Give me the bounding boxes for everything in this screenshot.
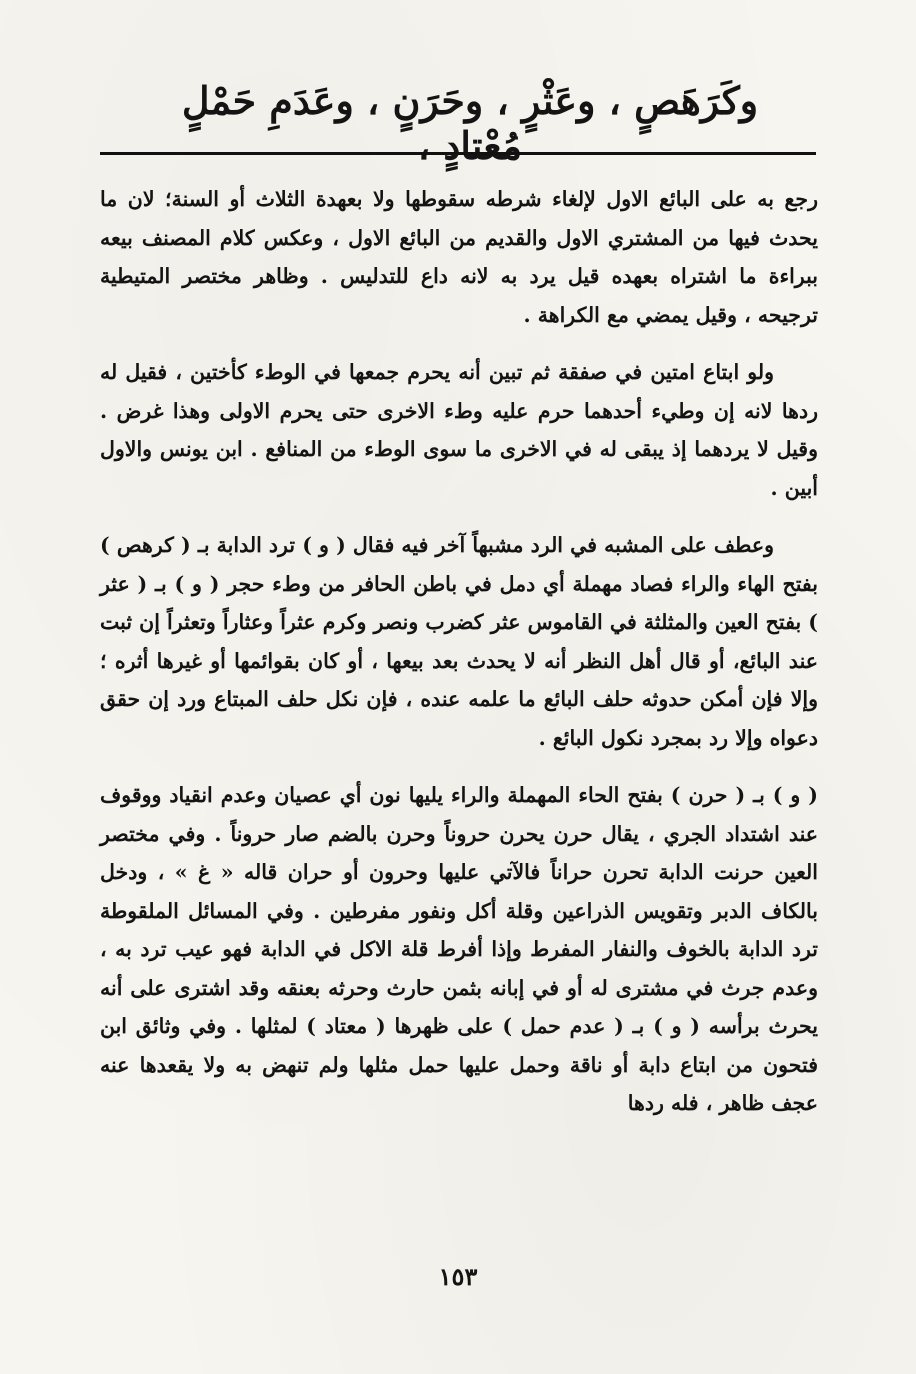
paragraph-1: رجع به على البائع الاول لإلغاء شرطه سقوطها ولا بعهدة الثلاث أو السنة؛ لان ما يحدث فيها من المشتري الاول والقديم من البائع الاول ، وعكس كلام المصنف بيعه ببراءة ما اشتراه بعهده قيل يرد به لانه داع للتدليس . وظاهر مختصر المتيطية ترجيحه ، وقيل يمضي مع الكراهة . (100, 187, 818, 327)
commentary-text (100, 180, 818, 1142)
section-verse-heading: وكَرَهَصٍ ، وعَثْرٍ ، وحَرَنٍ ، وعَدَمِ حَمْلٍ مُعْتادٍ ، (181, 78, 759, 168)
page-number: ١٥٣ (438, 1262, 478, 1291)
header-divider (100, 152, 816, 155)
paragraph-2: ولو ابتاع امتين في صفقة ثم تبين أنه يحرم جمعها في الوطء كأختين ، فقيل له ردها لانه إن وطيء أحدهما حرم عليه وطء الاخرى حتى يحرم الاولى وهذا غرض . وقيل لا يردهما إذ يبقى له في الاخرى ما سوى الوطء من المنافع . ابن يونس والاول أبين . (100, 360, 818, 500)
paragraph-4: ( و ) بـ ( حرن ) بفتح الحاء المهملة والراء يليها نون أي عصيان وعدم انقياد ووقوف عند اشتداد الجري ، يقال حرن يحرن حروناً وحرن بالضم صار حروناً . وفي مختصر العين حرنت الدابة تحرن حراناً فالآتي عليها وحرون أو حران قاله « غ » ، ودخل بالكاف الدبر وتقويس الذراعين وقلة أكل ونفور مفرطين . وفي المسائل الملقوطة ترد الدابة بالخوف والنفار المفرط وإذا أفرط قلة الاكل في الدابة فهو عيب ترد به ، وعدم جرث في مشترى له أو في إبانه بثمن حارث وحرثه بعنقه وقد اشترى على أنه يحرث برأسه ( و ) بـ ( عدم حمل ) على ظهرها ( معتاد ) لمثلها . وفي وثائق ابن فتحون من ابتاع دابة أو ناقة وحمل عليها حمل مثلها ولم تنهض به ولا يقعدها عنه عجف ظاهر ، فله ردها (100, 783, 818, 1115)
paragraph-3: وعطف على المشبه في الرد مشبهاً آخر فيه فقال ( و ) ترد الدابة بـ ( كرهص ) بفتح الهاء والراء فصاد مهملة أي دمل في باطن الحافر من وطء حجر ( و ) بـ ( عثر ) بفتح العين والمثلثة في القاموس عثر كضرب ونصر وكرم عثراً وعثاراً وتعثراً إن ثبت عند البائع، أو قال أهل النظر أنه لا يحدث بعد بيعها ، أو كان بقوائمها أو غيرها أثره ؛ وإلا فإن أمكن حدوثه حلف البائع ما علمه عنده ، فإن نكل حلف المبتاع ورد إن حقق دعواه وإلا رد بمجرد نكول البائع . (100, 533, 818, 750)
